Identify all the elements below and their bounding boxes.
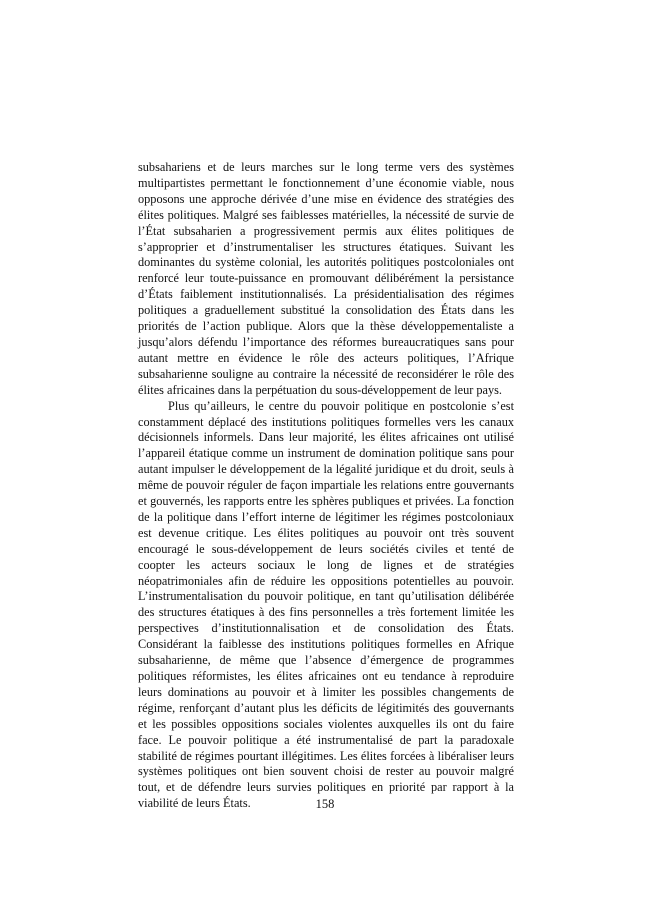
body-text <box>138 160 514 812</box>
page-number: 158 <box>315 797 335 811</box>
paragraph-continued: subsahariens et de leurs marches sur le long terme vers des systèmes multipartistes permettant le fonctionnement d’une économie viable, nous opposons une approche dérivée d’une mise en évidence des stratégies des élites politiques. Malgré ses faiblesses matérielles, la nécessité de survie de l’État subsaharien a progressivement permis aux élites politiques de s’approprier et d’instrumentaliser les structures étatiques. Suivant les dominantes du système colonial, les autorités politiques postcoloniales ont renforcé leur toute-puissance en promouvant délibérément la persistance d’États faiblement institutionnalisés. La présidentialisation des régimes politiques a graduellement substitué la consolidation des États dans les priorités de l’action publique. Alors que la thèse développementaliste a jusqu’alors défendu l’importance des réformes bureaucratiques sans pour autant mettre en évidence le rôle des acteurs politiques, l’Afrique subsaharienne souligne au contraire la nécessité de reconsidérer le rôle des élites africaines dans la perpétuation du sous-développement de leur pays. <box>138 160 514 397</box>
paragraph: Plus qu’ailleurs, le centre du pouvoir politique en postcolonie s’est constamment déplacé des institutions politiques formelles vers les canaux décisionnels informels. Dans leur majorité, les élites africaines ont utilisé l’appareil étatique comme un instrument de domination politique sans pour autant impulser le développement de la légalité juridique et du droit, seuls à même de pouvoir réguler de façon impartiale les relations entre gouvernants et gouvernés, les rapports entre les sphères publiques et privées. La fonction de la politique dans l’effort interne de légitimer les régimes postcoloniaux est devenue critique. Les élites politiques au pouvoir ont très souvent encouragé le sous-développement de leurs sociétés civiles et tenté de coopter les acteurs sociaux le long de lignes et de stratégies néopatrimoniales afin de réduire les oppositions potentielles au pouvoir. L’instrumentalisation du pouvoir politique, en tant qu’utilisation délibérée des structures étatiques à des fins personnelles a très fortement limitée les perspectives d’institutionnalisation et de consolidation des États. Considérant la faiblesse des institutions politiques formelles en Afrique subsaharienne, de même que l’absence d’émergence de programmes politiques réformistes, les élites africaines ont eu tendance à reproduire leurs dominations au pouvoir et à limiter les possibles changements de régime, renforçant d’autant plus les déficits de légitimités des gouvernants et les possibles oppositions sociales violentes auxquelles ils ont du faire face. Le pouvoir politique a été instrumentalisé de part la paradoxale stabilité de régimes pourtant illégitimes. Les élites forcées à libéraliser leurs systèmes politiques ont bien souvent choisi de rester au pouvoir malgré tout, et de défendre leurs survies politiques en priorité par rapport à la viabilité de leurs États. <box>138 398 514 811</box>
